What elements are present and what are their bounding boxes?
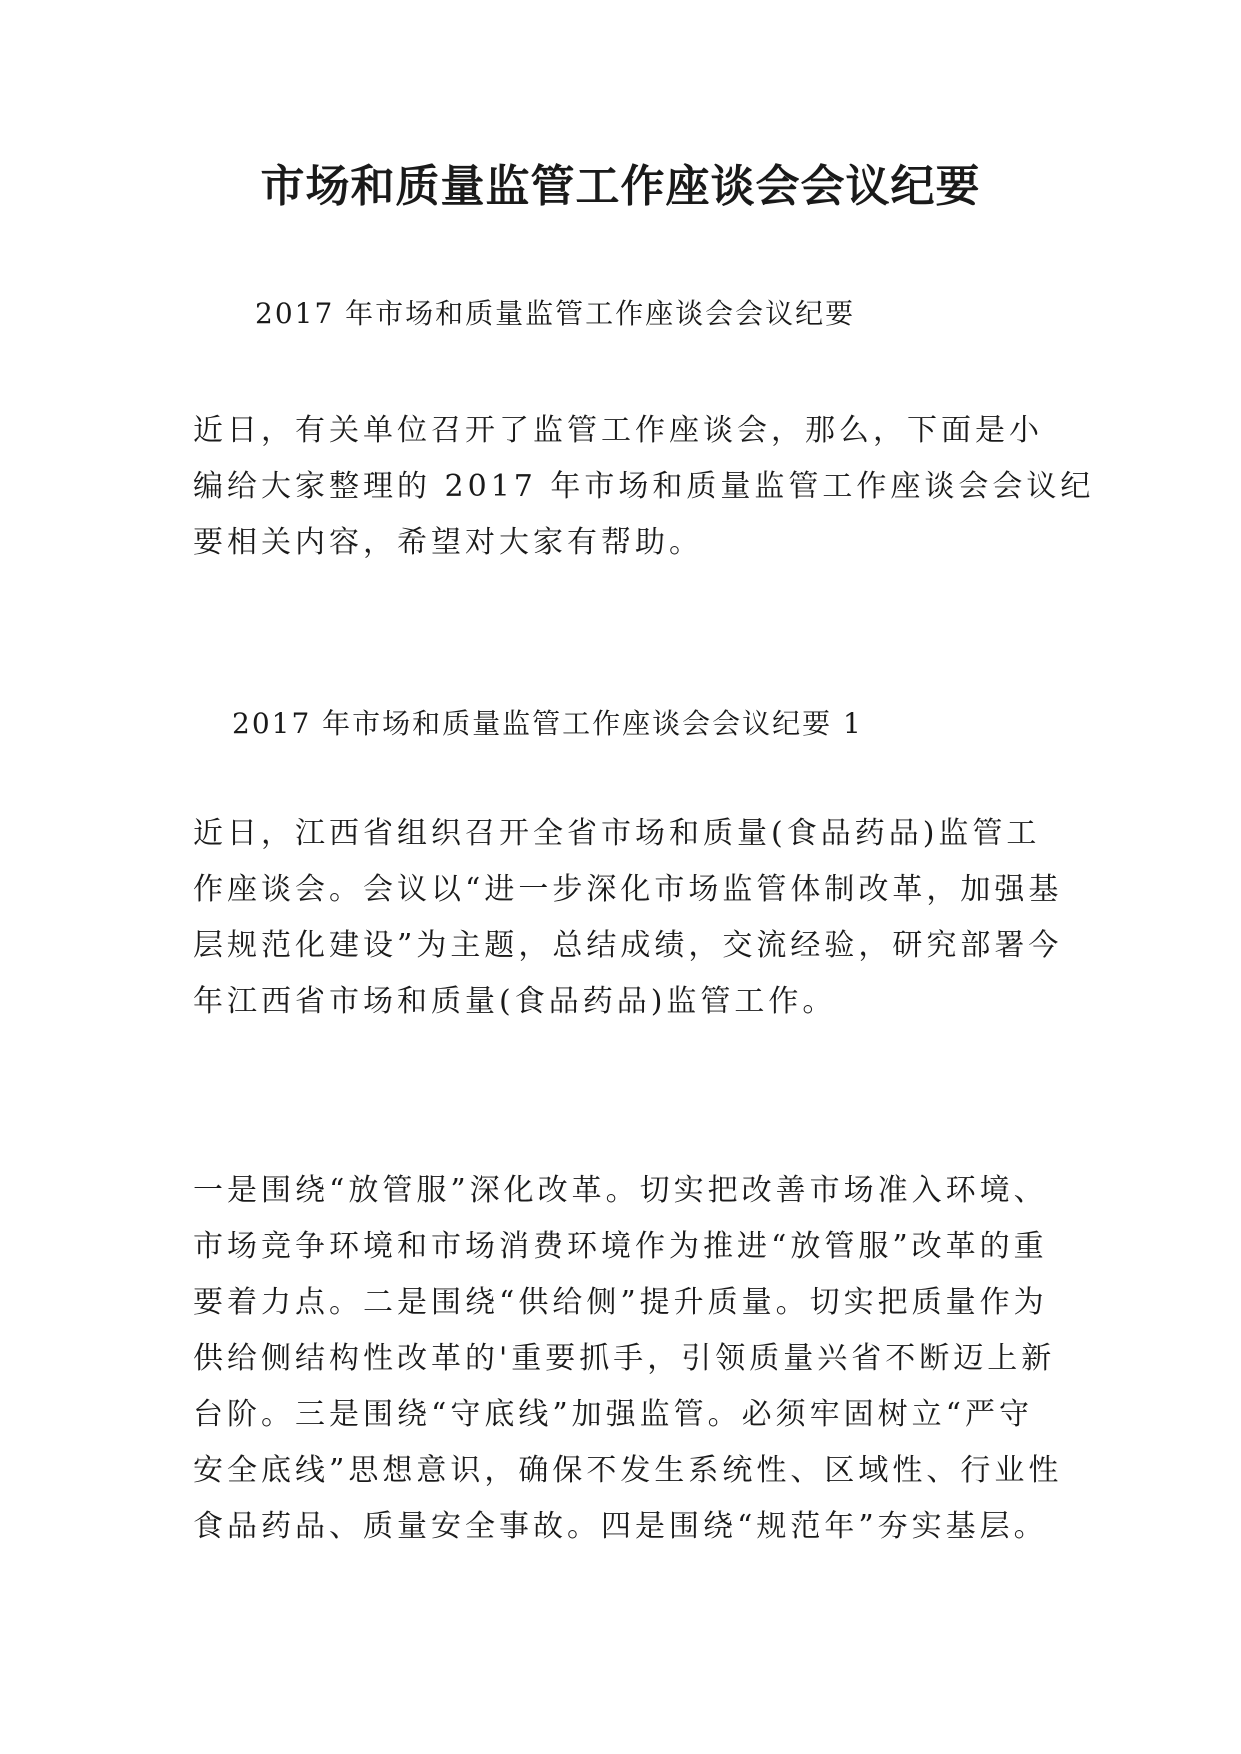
paragraph-line: 要着力点。二是围绕“供给侧”提升质量。切实把质量作为 (193, 1285, 1048, 1320)
paragraph-line: 市场竞争环境和市场消费环境作为推进“放管服”改革的重 (193, 1229, 1048, 1264)
section-heading: 2017 年市场和质量监管工作座谈会会议纪要 1 (232, 707, 863, 740)
paragraph-line: 台阶。三是围绕“守底线”加强监管。必须牢固树立“严守 (193, 1397, 1034, 1432)
paragraph-line: 安全底线”思想意识，确保不发生系统性、区域性、行业性 (193, 1453, 1063, 1488)
paragraph-line: 编给大家整理的 2017 年市场和质量监管工作座谈会会议纪 (193, 469, 1095, 504)
paragraph-line: 供给侧结构性改革的'重要抓手，引领质量兴省不断迈上新 (193, 1341, 1056, 1376)
paragraph-line: 要相关内容，希望对大家有帮助。 (193, 525, 703, 560)
paragraph-line: 一是围绕“放管服”深化改革。切实把改善市场准入环境、 (193, 1173, 1048, 1208)
summary-paragraph (193, 806, 1073, 1030)
paragraph-line: 层规范化建设”为主题，总结成绩，交流经验，研究部署今 (193, 928, 1063, 963)
intro-paragraph (193, 403, 1095, 571)
points-paragraph (193, 1163, 1073, 1555)
document-title: 市场和质量监管工作座谈会会议纪要 (260, 161, 981, 212)
paragraph-line: 近日，江西省组织召开全省市场和质量(食品药品)监管工 (193, 816, 1041, 851)
paragraph-line: 食品药品、质量安全事故。四是围绕“规范年”夯实基层。 (193, 1509, 1048, 1544)
paragraph-line: 作座谈会。会议以“进一步深化市场监管体制改革，加强基 (193, 872, 1063, 907)
paragraph-line: 近日，有关单位召开了监管工作座谈会，那么，下面是小 (193, 413, 1043, 448)
document-subtitle: 2017 年市场和质量监管工作座谈会会议纪要 (255, 297, 856, 330)
paragraph-line: 年江西省市场和质量(食品药品)监管工作。 (193, 984, 837, 1019)
